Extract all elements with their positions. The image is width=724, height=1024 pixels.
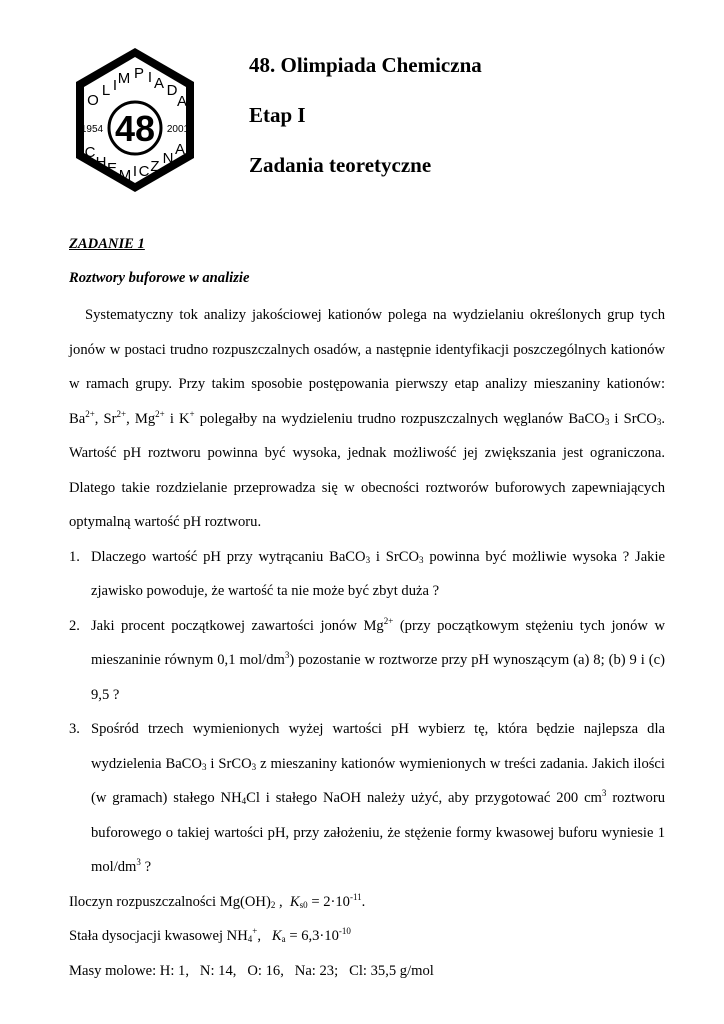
task-heading: ZADANIE 1 xyxy=(69,236,145,252)
olympiad-logo xyxy=(70,40,200,200)
acid-constant-line: Stała dysocjacji kwasowej $NH_4^+$, $K_a = 6,3\cdot 10^{-10}$ xyxy=(69,926,351,944)
logo-year-start: 1954 xyxy=(80,124,104,135)
intro-paragraph: Systematyczny tok analizy jakościowej kationów polega na wydzielaniu określonych grup tych jonów w postaci trudno rozpuszczalnych osadów, a następnie identyfikacji poszczególnych kationów w ramach grupy. Przy takim sposobie postępowania pierwszy etap analizy mieszaniny kationów: $Ba^{2+}$, $Sr^{2+}$, $Mg^{2+}$ i K+ polegałby na wydzieleniu trudno rozpuszczalnych węglanów BaCO$_3$ i SrCO$_3$. Wartość pH roztworu powinna być wysoka, jednak możliwość jej zwiększania jest ograniczona. Dlatego takie rozdzielanie przeprowadza się w obecności roztworów buforowych zapewniających optymalną wartość pH roztworu. xyxy=(69,307,665,530)
section-title: Zadania teoretyczne xyxy=(249,153,432,177)
logo-top-text: OL IM P I A DA xyxy=(87,65,188,110)
question-3: 3. Spośród trzech wymienionych wyżej wartości pH wybierz tę, która będzie najlepsza dla wydzielenia BaCO$_3$ i SrCO$_3$ z mieszaniny kationów wymienionych w treści zadania. Jakich ilości (w gramach) stałego $NH_4Cl$ i stałego NaOH należy użyć, aby przygotować 200 $cm^3$ roztworu buforowego o takiej wartości pH, przy założeniu, że stężenie formy kwasowej buforu wyniesie 1 mol/$dm^3$ ? xyxy=(69,721,665,875)
question-list xyxy=(69,540,665,885)
question-2: 2. Jaki procent początkowej zawartości jonów $Mg^{2+}$ (przy początkowym stężeniu tych jonów w mieszaninie równym 0,1 mol/$dm^3$) pozostanie w roztworze przy pH wynoszącym (a) 8; (b) 9 i (c) 9,5 ? xyxy=(69,615,666,703)
task-topic: Roztwory buforowe w analizie xyxy=(69,270,250,286)
logo-bottom-text: CHE M ICZ NA xyxy=(84,141,186,184)
molar-masses-line: Masy molowe: H: 1, N: 14, O: 16, Na: 23; Cl: 35,5 g/mol xyxy=(69,962,434,979)
logo-number: 48 xyxy=(114,108,156,149)
task-content xyxy=(69,232,665,988)
question-1: 1. Dlaczego wartość pH przy wytrącaniu BaCO$_3$ i SrCO$_3$ powinna być możliwie wysoka ? Jakie zjawisko powoduje, że wartość ta nie może być zbyt duża ? xyxy=(69,548,666,599)
stage-title: Etap I xyxy=(249,103,306,127)
solubility-product-line: Iloczyn rozpuszczalności $Mg(OH)_2$ , $K_{s0} = 2\cdot 10^{-11}$. xyxy=(69,891,366,910)
page-title: 48. Olimpiada Chemiczna xyxy=(249,53,482,77)
logo-year-end: 2001 xyxy=(166,124,190,135)
